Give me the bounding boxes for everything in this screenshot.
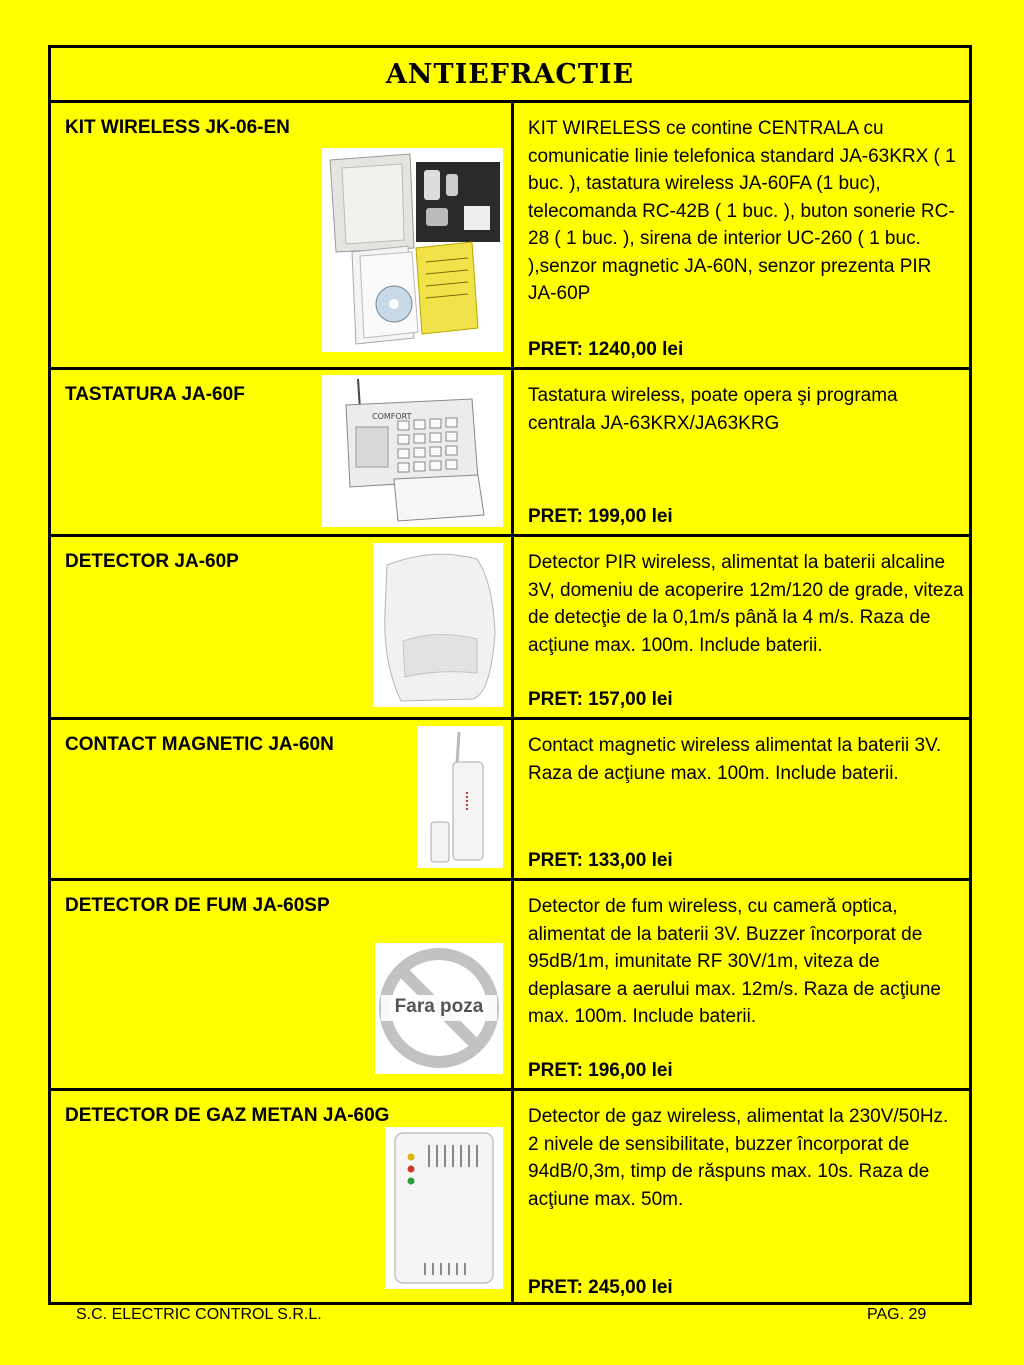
pir-detector-icon: [373, 543, 503, 707]
no-photo-label: Fara poza: [394, 996, 484, 1017]
product-row-gas: [51, 1091, 969, 1305]
product-row-kit: [51, 103, 969, 370]
product-description: KIT WIRELESS ce contine CENTRALA cu comunicatie linie telefonica standard JA-63KRX ( 1 buc. ), tastatura wireless JA-60FA (1 buc), telecomanda RC-42B ( 1 buc. ), buton sonerie RC-28 ( 1 buc. ), sirena de interior UC-260 ( 1 buc. ),senzor magnetic JA-60N, senzor prezenta PIR JA-60P: [528, 118, 956, 304]
no-photo-placeholder: [375, 943, 503, 1074]
product-price: PRET: 157,00 lei: [528, 689, 673, 710]
product-description: Tastatura wireless, poate opera şi programa centrala JA-63KRX/JA63KRG: [528, 385, 898, 434]
table-header: [51, 48, 969, 103]
product-description: Detector PIR wireless, alimentat la baterii alcaline 3V, domeniu de acoperire 12m/120 de grade, viteza de detecţie de la 0,1m/s până la 4 m/s. Raza de acţiune max. 100m. Include baterii.: [528, 552, 964, 656]
product-name: DETECTOR JA-60P: [65, 551, 239, 572]
svg-text:COMFORT: COMFORT: [372, 412, 412, 421]
pir-photo: [373, 543, 503, 707]
product-name: TASTATURA JA-60F: [65, 384, 245, 405]
kit-photo: [322, 148, 503, 352]
product-price: PRET: 196,00 lei: [528, 1060, 673, 1081]
product-price: PRET: 199,00 lei: [528, 506, 673, 527]
product-description: Contact magnetic wireless alimentat la baterii 3V. Raza de acţiune max. 100m. Include baterii.: [528, 735, 942, 784]
product-name: DETECTOR DE GAZ METAN JA-60G: [65, 1105, 390, 1126]
product-row-pir: [51, 537, 969, 720]
product-row-smoke: [51, 881, 969, 1091]
product-row-magnetic: [51, 720, 969, 881]
product-row-keypad: [51, 370, 969, 537]
product-name: CONTACT MAGNETIC JA-60N: [65, 734, 334, 755]
product-price: PRET: 133,00 lei: [528, 850, 673, 871]
magnetic-photo: [417, 726, 503, 868]
product-description: Detector de gaz wireless, alimentat la 230V/50Hz. 2 nivele de sensibilitate, buzzer încorporat de 94dB/0,3m, timp de răspuns max. 10s. Raza de acţiune max. 50m.: [528, 1106, 949, 1210]
product-price: PRET: 1240,00 lei: [528, 339, 684, 360]
product-table: [48, 45, 972, 1305]
keypad-photo: [322, 375, 503, 527]
product-price: PRET: 245,00 lei: [528, 1277, 673, 1298]
footer-page-number: PAG. 29: [867, 1306, 927, 1323]
footer-company: S.C. ELECTRIC CONTROL S.R.L.: [76, 1306, 322, 1323]
gas-photo: [385, 1127, 503, 1289]
product-name: DETECTOR DE FUM JA-60SP: [65, 895, 330, 916]
keypad-image-icon: [322, 375, 503, 527]
gas-detector-icon: [385, 1127, 503, 1289]
product-name: KIT WIRELESS JK-06-EN: [65, 117, 290, 138]
page-title: ANTIEFRACTIE: [385, 58, 635, 90]
product-description: Detector de fum wireless, cu cameră optica, alimentat de la baterii 3V. Buzzer încorporat de 95dB/1m, imunitate RF 30V/1m, viteza de deplasare a aerului max. 12m/s. Raza de acţiune max. 100m. Include baterii.: [528, 896, 941, 1027]
magnetic-contact-icon: [417, 726, 503, 868]
kit-image-icon: [322, 148, 503, 352]
